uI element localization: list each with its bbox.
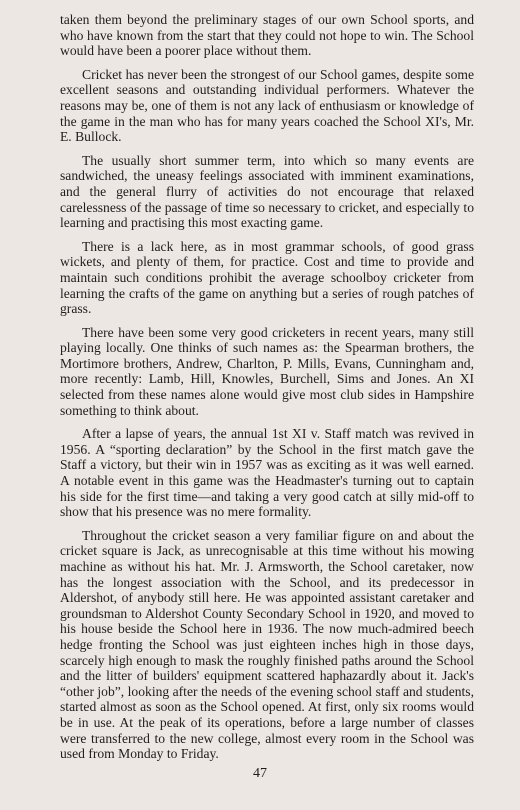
paragraph-6: After a lapse of years, the annual 1st XI v. Staff match was revived in 1956. A “sporting declaration” by the School in the first match gave the Staff a victory, but their win in 1957 was as exciting as it was well earned. A notable event in this game was the Headmaster's turning out to captain his side for the first time—and taking a very good catch at silly mid-off to show that his presence was no mere formality. — [60, 426, 474, 520]
paragraph-1: taken them beyond the preliminary stages of our own School sports, and who have known from the start that they could not hope to win. The School would have been a poorer place without them. — [60, 12, 474, 59]
paragraph-5: There have been some very good cricketers in recent years, many still playing locally. One thinks of such names as: the Spearman brothers, the Mortimore brothers, Andrew, Charlton, P. Mills, Evans, Cunningham and, more recently: Lamb, Hill, Knowles, Burchell, Sims and Jones. An XI selected from these names alone would give most club sides in Hampshire something to think about. — [60, 324, 474, 418]
paragraph-4: There is a lack here, as in most grammar schools, of good grass wickets, and plenty of them, for practice. Cost and time to provide and maintain such conditions prohibit the average schoolboy cricketer from learning the crafts of the game on anything but a series of rough patches of grass. — [60, 238, 474, 317]
paragraph-2: Cricket has never been the strongest of our School games, despite some excellent seasons and outstanding individual performers. Whatever the reasons may be, one of them is not any lack of enthusiasm or knowledge of the game in the man who has for many years coached the School XI's, Mr. E. Bullock. — [60, 66, 474, 145]
page-number: 47 — [253, 766, 267, 781]
paragraph-3: The usually short summer term, into which so many events are sandwiched, the uneasy feelings associated with imminent examinations, and the general flurry of activities do not encourage that relaxed carelessness of the passage of time so necessary to cricket, and especially to learning and practising this most exacting game. — [60, 152, 474, 231]
paragraph-7: Throughout the cricket season a very familiar figure on and about the cricket square is Jack, as unrecognisable at this time without his mowing machine as without his hat. Mr. J. Armsworth, the School caretaker, now has the longest association with the School, and its predecessor in Aldershot, of anybody still here. He was appointed assistant caretaker and groundsman to Aldershot County Secondary School in 1920, and moved to his house beside the School here in 1936. The now much-admired beech hedge fronting the School was just eighteen inches high in those days, scarcely high enough to mask the roughly finished paths around the School and the litter of builders' equipment scattered haphazardly about it. Jack's “other job”, looking after the needs of the evening school staff and students, started almost as soon as the School opened. At first, only six rooms would be in use. At the peak of its operations, before a large number of classes were transferred to the new college, almost every room in the School was used from Monday to Friday. — [60, 527, 474, 762]
